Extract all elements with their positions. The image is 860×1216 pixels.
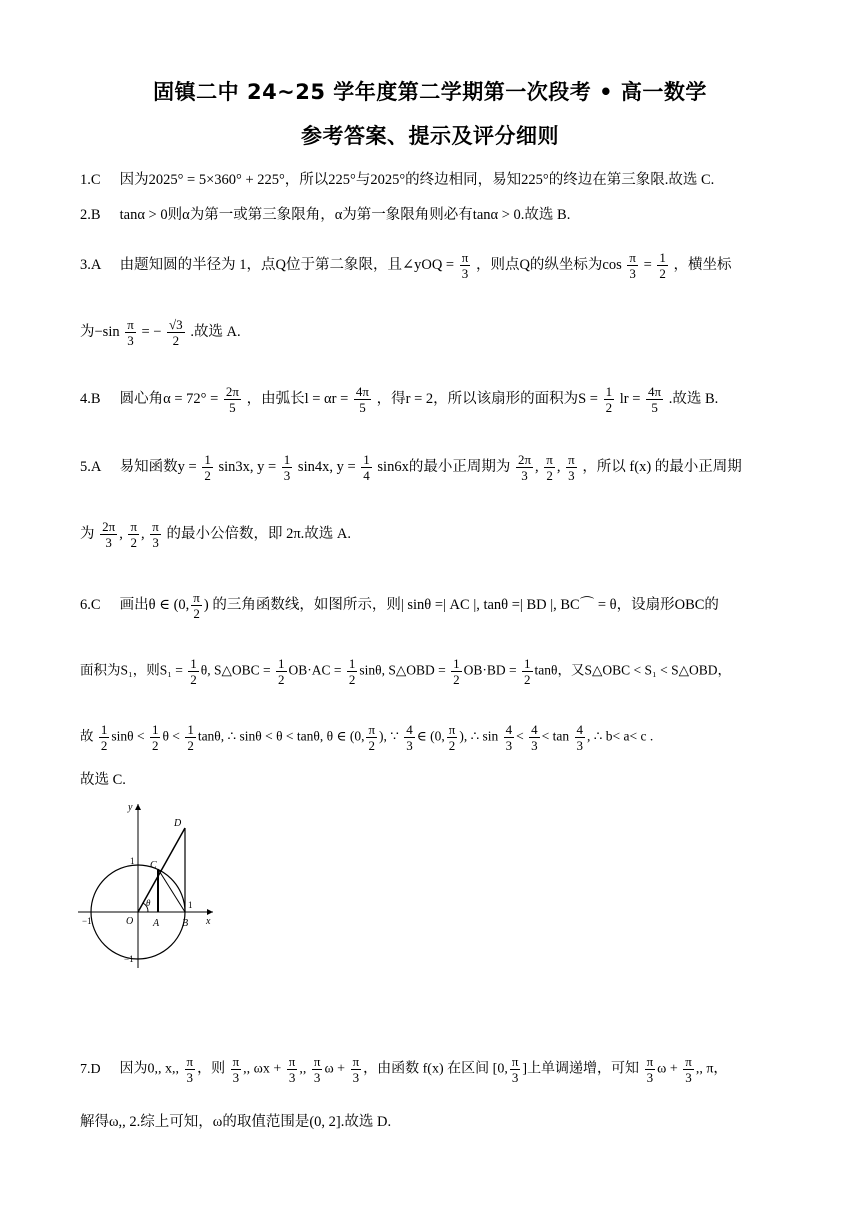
answer-text: tanα > 0则α为第一或第三象限角，α为第一象限角则必有tanα > 0.故选 B. — [119, 207, 571, 223]
answer-7: 7.D 因为0,, x,, $\frac{\pi}{3}$ ，则 $\frac{\pi}{3}$ ,, ωx + $\frac{\pi}{3}$ ,, $\frac{\pi}{3}$ ω + $\frac{\pi}{3}$ ，由函数 f(x) 在区间 [0, $\frac{\pi}{3}$ ]上单调递增，可知 $\frac{\pi}{3}$ ω + $\frac{\pi}{3}$ ,, π， — [80, 1054, 728, 1085]
answer-text: 为 — [80, 525, 95, 542]
answer-text: 画出θ ∈ — [119, 596, 170, 613]
answer-text: 圆心角α = 72° = — [119, 390, 219, 407]
fraction: $\frac{\pi}{2}$ — [546, 452, 553, 483]
label-x: x — [206, 916, 211, 927]
fraction: $\frac{1}{2}$ — [659, 250, 666, 281]
label-C: C — [150, 860, 157, 871]
fraction: $\frac{4\pi}{5}$ — [355, 384, 369, 415]
answer-text: sin4x, y = — [297, 458, 356, 475]
label-neg-one-bottom: −1 — [124, 954, 134, 964]
answer-number: 1.C — [80, 172, 101, 188]
label-A: A — [153, 918, 160, 929]
fraction: $\frac{\pi}{3}$ — [568, 452, 575, 483]
fraction: $\frac{1}{2}$ — [605, 384, 613, 415]
answer-text: 的三角函数线，如图所示，则| sinθ =| AC |, tanθ =| BD |, BC⌒ = θ，设扇形OBC的 — [212, 596, 719, 613]
answer-3: 3.A 由题知圆的半径为 1，点Q位于第二象限，且∠yOQ = $\frac{\pi}{3}$ ，则点Q的纵坐标为cos $\frac{\pi}{3}$ = $\frac{1}{2}$ ，横坐标 — [80, 250, 732, 281]
answer-2 — [80, 205, 780, 225]
answer-number: 3.A — [80, 256, 102, 273]
answer-text: ，由弧长l = αr = — [246, 390, 349, 407]
answer-text: ，得r = 2，所以该扇形的面积为S = — [376, 390, 598, 407]
fraction: $\frac{\pi}{2}$ — [130, 519, 138, 550]
answer-text: sin3x, y = — [218, 458, 277, 475]
answer-text: 由题知圆的半径为 1，点Q位于第二象限，且∠yOQ = — [119, 256, 455, 273]
answer-1 — [80, 170, 780, 190]
answer-text: 易知函数y = — [119, 458, 197, 475]
answer-text: lr = — [619, 390, 641, 407]
x-axis-arrow — [207, 909, 213, 915]
label-B: B — [182, 918, 189, 929]
answer-5: 5.A 易知函数y = $\frac{1}{2}$ sin3x, y = $\frac{1}{3}$ sin4x, y = $\frac{1}{4}$ sin6x的最小正周期为 $\frac{2\pi}{3}$ , $\frac{\pi}{2}$ , $\frac{\pi}{3}$ ，所以 f(x) 的最小正周期 — [80, 452, 742, 483]
fraction: $\frac{1}{4}$ — [363, 452, 370, 483]
label-one-top: 1 — [130, 856, 135, 866]
label-O: O — [126, 916, 134, 927]
answer-text: ，所以 f(x) 的最小正周期 — [582, 458, 742, 475]
page-subtitle: 参考答案、提示及评分细则 — [301, 124, 559, 148]
answer-6-cont1: 面积为S₁，则S₁ = $\frac{1}{2}$ θ, S△OBC = $\frac{1}{2}$ OB·AC = $\frac{1}{2}$ sinθ, S△OBD = $\frac{1}{2}$ OB·BD = $\frac{1}{2}$ tanθ，又S△OBC < S₁ < S△OBD， — [80, 656, 731, 687]
answer-number: 5.A — [80, 458, 102, 475]
fraction: $\frac{\pi}{3}$ — [461, 250, 469, 281]
answer-number: 4.B — [80, 390, 101, 407]
fraction: $\frac{2\pi}{3}$ — [517, 452, 532, 483]
fraction: $\frac{√3}{2}$ — [169, 317, 183, 348]
unit-circle-figure — [78, 800, 218, 970]
fraction: $\frac{2\pi}{5}$ — [225, 384, 239, 415]
fraction: $\frac{\pi}{3}$ — [629, 250, 636, 281]
answer-number: 6.C — [80, 596, 101, 613]
fraction: $\frac{1}{2}$ — [204, 452, 211, 483]
answer-7-cont: 解得ω,, 2.综上可知，ω的取值范围是(0, 2].故选 D. — [80, 1114, 392, 1130]
label-D: D — [174, 818, 182, 829]
y-axis-arrow — [135, 804, 141, 810]
answer-text: .故选 A. — [190, 323, 241, 340]
fraction: $\frac{\pi}{2}$ — [193, 590, 200, 621]
answer-3-cont: 为−sin $\frac{\pi}{3}$ = − $\frac{√3}{2}$ .故选 A. — [80, 317, 241, 348]
answer-6: 6.C 画出θ ∈ (0, $\frac{\pi}{2}$ ) 的三角函数线，如图所示，则| sinθ =| AC |, tanθ =| BD |, BC⌒ = θ，设扇形OBC的 — [80, 590, 719, 621]
answer-6-cont2: 故 $\frac{1}{2}$ sinθ < $\frac{1}{2}$ θ < $\frac{1}{2}$ tanθ, ∴ sinθ < θ < tanθ, θ ∈ (0, $\frac{\pi}{2}$ ), ∵ $\frac{4}{3}$ ∈ (0, $\frac{\pi}{2}$ ), ∴ sin $\frac{4}{3}$ < $\frac{4}{3}$ < tan $\frac{4}{3}$ , ∴ b< a< c . — [80, 722, 654, 753]
answer-text: ，横坐标 — [673, 256, 732, 273]
answer-text: ，则点Q的纵坐标为cos — [475, 256, 622, 273]
fraction: $\frac{2\pi}{3}$ — [102, 519, 116, 550]
fraction: $\frac{\pi}{3}$ — [127, 317, 134, 348]
answer-text: sin6x的最小正周期为 — [377, 458, 511, 475]
page-title: 固镇二中 24~25 学年度第二学期第一次段考 • 高一数学 — [153, 80, 707, 104]
answer-5-cont: 为 $\frac{2\pi}{3}$ , $\frac{\pi}{2}$ , $\frac{\pi}{3}$ 的最小公倍数，即 2π.故选 A. — [80, 519, 352, 550]
fraction: $\frac{\pi}{3}$ — [152, 519, 159, 550]
answer-number: 7.D — [80, 1061, 101, 1077]
label-one-right: 1 — [188, 900, 193, 910]
fraction: $\frac{4\pi}{5}$ — [648, 384, 662, 415]
label-theta: θ — [146, 898, 151, 908]
label-y: y — [128, 802, 133, 813]
answer-text: 因为2025° = 5×360° + 225°，所以225°与2025°的终边相同，易知225°的终边在第三象限.故选 C. — [119, 172, 715, 188]
line-CB — [158, 869, 185, 912]
fraction: $\frac{1}{3}$ — [283, 452, 291, 483]
answer-number: 2.B — [80, 207, 101, 223]
answer-text: 为−sin — [80, 323, 120, 340]
answer-text: .故选 B. — [668, 390, 719, 407]
label-neg-one-left: −1 — [82, 916, 92, 926]
answer-4 — [80, 384, 780, 415]
answer-6-end: 故选 C. — [80, 772, 126, 788]
answer-text: 的最小公倍数，即 2π.故选 A. — [166, 525, 352, 542]
